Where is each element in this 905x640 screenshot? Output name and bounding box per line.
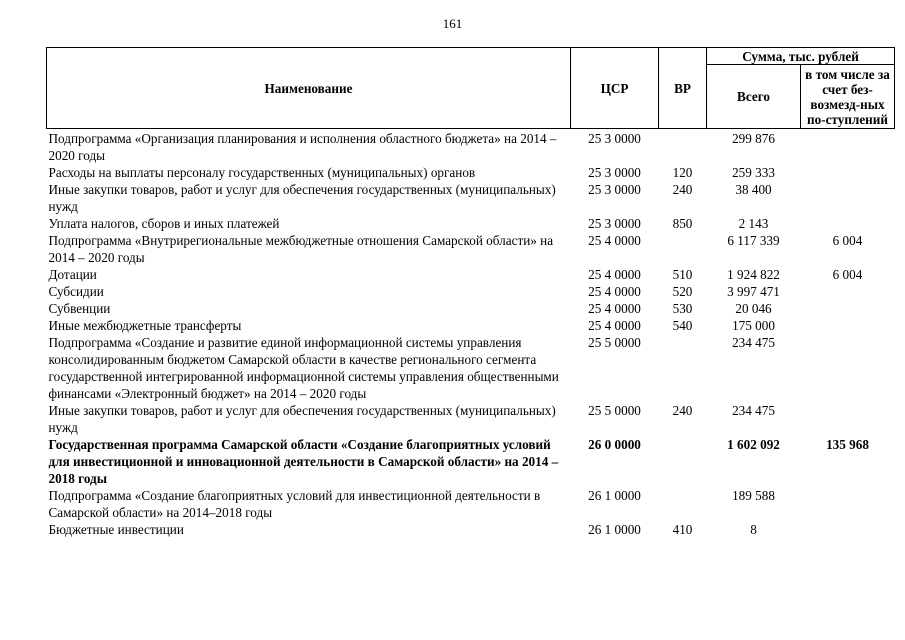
table-row	[47, 334, 895, 402]
cell-csr: 25 3 0000	[588, 216, 641, 231]
cell-name: Расходы на выплаты персоналу государственных (муниципальных) органов	[48, 165, 476, 180]
cell-vr: 120	[672, 165, 693, 180]
cell-incl	[801, 181, 895, 215]
table-row	[47, 215, 895, 232]
cell-csr: 25 4 0000	[588, 301, 641, 316]
cell-incl	[801, 129, 895, 165]
table-row	[47, 317, 895, 334]
cell-vr: 510	[672, 267, 693, 282]
header-including: в том числе за счет без-возмезд-ных по-ступлений	[801, 65, 895, 129]
table-row	[47, 181, 895, 215]
page-number: 161	[442, 16, 463, 31]
cell-name: Подпрограмма «Создание благоприятных условий для инвестиционной деятельности в Самарской области» на 2014–2018 годы	[48, 488, 541, 520]
cell-csr: 26 1 0000	[588, 522, 641, 537]
cell-csr: 25 4 0000	[588, 318, 641, 333]
table-row	[47, 521, 895, 538]
table-row	[47, 164, 895, 181]
cell-incl: 6 004	[832, 233, 863, 248]
cell-incl	[801, 164, 895, 181]
table-row	[47, 436, 895, 487]
table-row	[47, 402, 895, 436]
cell-incl	[801, 215, 895, 232]
cell-vr: 530	[672, 301, 693, 316]
cell-name: Дотации	[48, 267, 97, 282]
cell-total: 1 924 822	[727, 267, 780, 282]
cell-incl	[801, 521, 895, 538]
header-csr: ЦСР	[571, 48, 659, 129]
cell-incl: 135 968	[826, 437, 869, 452]
cell-csr: 25 4 0000	[588, 233, 641, 248]
table-row	[47, 487, 895, 521]
table-body	[47, 129, 895, 539]
cell-total: 259 333	[732, 165, 775, 180]
cell-vr	[659, 232, 707, 266]
cell-total: 38 400	[735, 182, 772, 197]
cell-vr	[659, 334, 707, 402]
cell-name: Подпрограмма «Организация планирования и исполнения областного бюджета» на 2014 – 2020 годы	[48, 131, 557, 163]
cell-incl	[801, 283, 895, 300]
cell-vr	[659, 129, 707, 165]
cell-name: Государственная программа Самарской области «Создание благоприятных условий для инвестиционной и инновационной деятельности в Самарской области» на 2014 – 2018 годы	[48, 437, 559, 486]
cell-incl: 6 004	[832, 267, 863, 282]
cell-name: Субсидии	[48, 284, 104, 299]
cell-incl	[801, 487, 895, 521]
table-row	[47, 283, 895, 300]
cell-name: Иные закупки товаров, работ и услуг для обеспечения государственных (муниципальных) нужд	[48, 403, 556, 435]
cell-csr: 26 1 0000	[588, 488, 641, 503]
cell-name: Иные закупки товаров, работ и услуг для обеспечения государственных (муниципальных) нужд	[48, 182, 556, 214]
cell-name: Уплата налогов, сборов и иных платежей	[48, 216, 280, 231]
cell-csr: 25 3 0000	[588, 165, 641, 180]
cell-total: 2 143	[738, 216, 769, 231]
header-sum: Сумма, тыс. рублей	[707, 48, 895, 65]
cell-name: Бюджетные инвестиции	[48, 522, 184, 537]
cell-csr: 26 0 0000	[588, 437, 641, 452]
cell-csr: 25 4 0000	[588, 284, 641, 299]
cell-total: 20 046	[735, 301, 772, 316]
cell-total: 234 475	[732, 403, 775, 418]
cell-csr: 25 3 0000	[588, 182, 641, 197]
cell-total: 1 602 092	[727, 437, 780, 452]
cell-total: 299 876	[732, 131, 775, 146]
cell-total: 3 997 471	[727, 284, 780, 299]
cell-total: 234 475	[732, 335, 775, 350]
header-name: Наименование	[47, 48, 571, 129]
cell-name: Подпрограмма «Создание и развитие единой информационной системы управления консолидированным бюджетом Самарской области в качестве регионального сегмента государственной интегрированной информационной системы управления общественными финансами «Электронный бюджет» на 2014 – 2020 годы	[48, 335, 559, 401]
cell-name: Иные межбюджетные трансферты	[48, 318, 242, 333]
cell-total: 6 117 339	[727, 233, 780, 248]
cell-incl	[801, 334, 895, 402]
table-header	[47, 48, 895, 129]
cell-vr: 540	[672, 318, 693, 333]
cell-total: 8	[750, 522, 757, 537]
table-row	[47, 232, 895, 266]
cell-vr: 410	[672, 522, 693, 537]
cell-name: Подпрограмма «Внутрирегиональные межбюджетные отношения Самарской области» на 2014 – 2020 годы	[48, 233, 554, 265]
cell-csr: 25 5 0000	[588, 335, 641, 350]
cell-csr: 25 5 0000	[588, 403, 641, 418]
cell-incl	[801, 300, 895, 317]
budget-table	[46, 47, 895, 538]
cell-total: 175 000	[732, 318, 775, 333]
cell-vr: 520	[672, 284, 693, 299]
cell-incl	[801, 402, 895, 436]
cell-vr	[659, 436, 707, 487]
cell-vr	[659, 487, 707, 521]
budget-table-container	[46, 47, 894, 538]
cell-incl	[801, 317, 895, 334]
cell-total: 189 588	[732, 488, 775, 503]
cell-vr: 240	[672, 182, 693, 197]
cell-vr: 240	[672, 403, 693, 418]
header-total: Всего	[707, 65, 801, 129]
header-vr: ВР	[659, 48, 707, 129]
cell-vr: 850	[672, 216, 693, 231]
table-row	[47, 129, 895, 165]
table-row	[47, 266, 895, 283]
cell-csr: 25 3 0000	[588, 131, 641, 146]
table-row	[47, 300, 895, 317]
cell-name: Субвенции	[48, 301, 111, 316]
cell-csr: 25 4 0000	[588, 267, 641, 282]
